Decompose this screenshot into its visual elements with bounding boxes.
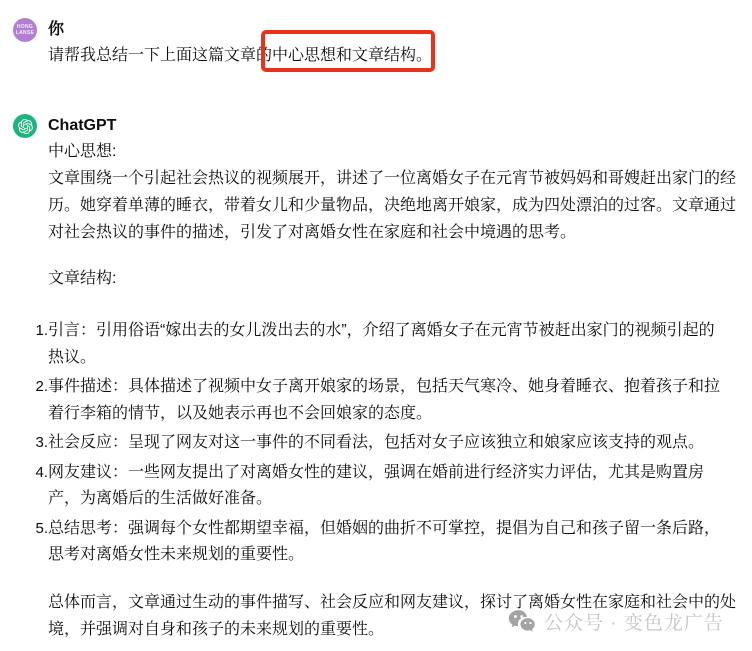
assistant-message — [0, 114, 752, 643]
assistant-name: ChatGPT — [48, 117, 117, 134]
section-title-central-idea: 中心思想: — [48, 143, 117, 160]
user-avatar-monogram: HONG LANSE — [15, 24, 35, 36]
assistant-body — [35, 138, 738, 643]
list-item — [33, 460, 738, 513]
list-item-text: 社会反应：呈现了网友对这一事件的不同看法，包括对女子应该独立和娘家应该支持的观点。 — [48, 434, 705, 451]
list-item-text: 总结思考：强调每个女性都期望幸福，但婚姻的曲折不可掌控，提倡为自己和孩子留一条后路，思考对离婚女性未来规划的重要性。 — [48, 519, 721, 563]
list-item-text: 引言：引用俗语“嫁出去的女儿泼出去的水”，介绍了离婚女子在元宵节被赶出家门的视频引起的热议。 — [48, 322, 715, 366]
structure-list — [33, 318, 738, 569]
list-item — [33, 516, 738, 569]
watermark-text: 公众号 · 变色龙广告 — [544, 612, 724, 634]
user-message — [0, 0, 752, 70]
list-item — [33, 374, 738, 427]
list-item-number: 4. — [35, 463, 48, 481]
user-message-text — [48, 42, 738, 70]
user-message-prefix: 请帮我总结一下上面这篇文章的 — [48, 47, 273, 64]
user-name: 你 — [48, 21, 65, 38]
section-title-structure: 文章结构: — [48, 270, 117, 287]
list-item-text: 事件描述：具体描述了视频中女子离开娘家的场景，包括天气寒冷、她身着睡衣、抱着孩子和拉着行李箱的情节，以及她表示再也不会回娘家的态度。 — [48, 378, 721, 422]
list-item — [33, 318, 738, 371]
list-item — [33, 430, 738, 457]
highlighted-text: 中心思想和文章结构。 — [272, 47, 433, 64]
central-idea-paragraph: 文章围绕一个引起社会热议的视频展开，讲述了一位离婚女子在元宵节被妈妈和哥嫂赶出家门的经历。她穿着单薄的睡衣，带着女儿和少量物品，决绝地离开娘家，成为四处漂泊的过客。文章通过对社会热议的事件的描述，引发了对离婚女性在家庭和社会中境遇的思考。 — [48, 170, 737, 241]
list-item-number: 1. — [35, 322, 48, 339]
list-item-number: 2. — [35, 378, 48, 395]
list-item-number: 3. — [35, 434, 48, 451]
list-item-text: 网友建议：一些网友提出了对离婚女性的建议，强调在婚前进行经济实力评估，尤其是购置房产，为离婚后的生活做好准备。 — [48, 463, 705, 507]
list-item-number: 5. — [35, 519, 48, 537]
closing-paragraph: 总体而言，文章通过生动的事件描写、社会反应和网友建议，探讨了离婚女性在家庭和社会中的处境，并强调对自身和孩子的未来规划的重要性。 — [48, 593, 737, 638]
highlighted-phrase — [272, 42, 432, 70]
openai-logo-icon — [18, 119, 33, 134]
user-avatar — [13, 18, 37, 42]
assistant-avatar — [13, 114, 37, 138]
